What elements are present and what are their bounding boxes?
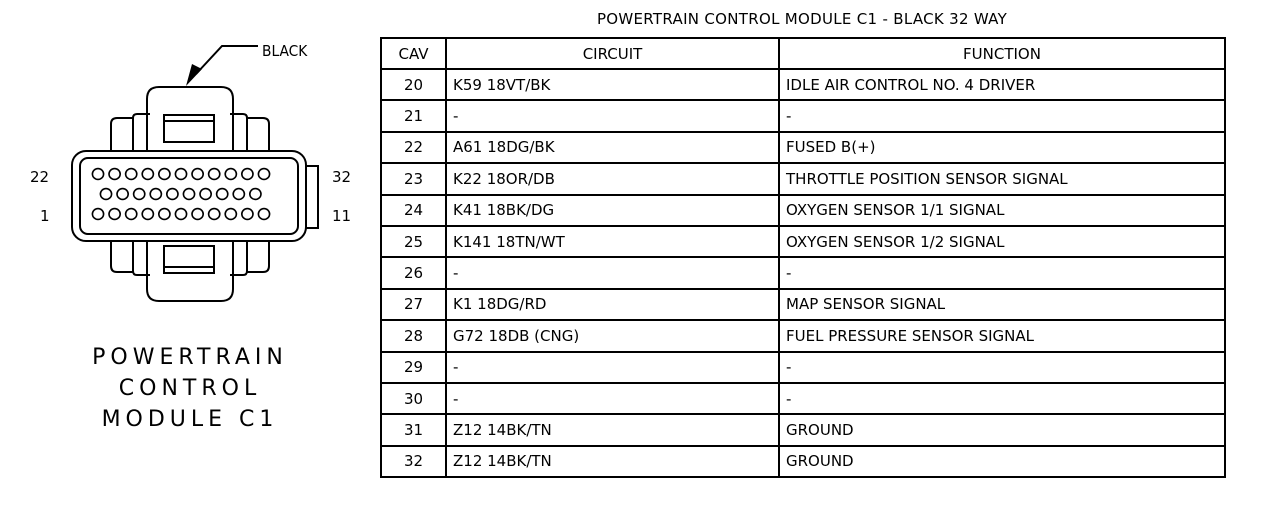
table-row (381, 195, 1225, 226)
circuit-cell: K141 18TN/WT (446, 226, 779, 257)
cavity-pin (150, 189, 161, 200)
cavity-pin (258, 169, 269, 180)
cav-cell: 25 (381, 226, 446, 257)
cavity-pin (200, 189, 211, 200)
cavity-pin (242, 169, 253, 180)
function-cell: GROUND (779, 414, 1225, 445)
module-name-line: POWERTRAIN (92, 345, 288, 370)
circuit-cell: - (446, 352, 779, 383)
connector-color-label: BLACK (262, 42, 308, 60)
cavity-pin (142, 169, 153, 180)
table-row (381, 100, 1225, 131)
table-row (381, 257, 1225, 288)
function-cell: - (779, 383, 1225, 414)
circuit-cell: A61 18DG/BK (446, 132, 779, 163)
table-row (381, 132, 1225, 163)
arrow-head (186, 64, 202, 86)
cavity-pin (126, 169, 137, 180)
circuit-cell: - (446, 383, 779, 414)
cavity-pin (183, 189, 194, 200)
cav-cell: 22 (381, 132, 446, 163)
bottom-latch (111, 240, 269, 301)
table-header-row (381, 38, 1225, 69)
module-name-line: MODULE C1 (101, 407, 279, 432)
cavity-pin (225, 169, 236, 180)
cavity-pin (100, 189, 111, 200)
circuit-cell: K22 18OR/DB (446, 163, 779, 194)
table-title: POWERTRAIN CONTROL MODULE C1 - BLACK 32 WAY (596, 10, 1008, 28)
cav-cell: 28 (381, 320, 446, 351)
cav-cell: 24 (381, 195, 446, 226)
cav-cell: 31 (381, 414, 446, 445)
cavity-pin (142, 209, 153, 220)
cav-cell: 30 (381, 383, 446, 414)
cav-cell: 29 (381, 352, 446, 383)
circuit-cell: Z12 14BK/TN (446, 414, 779, 445)
cavity-pin (209, 209, 220, 220)
function-cell: FUSED B(+) (779, 132, 1225, 163)
table-row (381, 414, 1225, 445)
pin-label-32: 32 (332, 168, 352, 186)
table-row (381, 289, 1225, 320)
cavity-pin (167, 189, 178, 200)
side-tab (306, 166, 318, 228)
cavity-pin (242, 209, 253, 220)
pin-label-22: 22 (30, 168, 50, 186)
cav-cell: 20 (381, 69, 446, 100)
module-name (76, 342, 304, 435)
table-row (381, 383, 1225, 414)
circuit-cell: K1 18DG/RD (446, 289, 779, 320)
column-header-circuit: CIRCUIT (446, 38, 779, 69)
circuit-cell: - (446, 100, 779, 131)
cavity-pin (159, 209, 170, 220)
module-name-line: CONTROL (118, 376, 262, 401)
function-cell: FUEL PRESSURE SENSOR SIGNAL (779, 320, 1225, 351)
cav-cell: 27 (381, 289, 446, 320)
circuit-cell: K41 18BK/DG (446, 195, 779, 226)
function-cell: IDLE AIR CONTROL NO. 4 DRIVER (779, 69, 1225, 100)
cavity-pin (250, 189, 261, 200)
cavity-pin (134, 189, 145, 200)
cav-cell: 23 (381, 163, 446, 194)
table-row (381, 352, 1225, 383)
table-row (381, 226, 1225, 257)
cavity-pin (217, 189, 228, 200)
pin-label-1: 1 (40, 207, 50, 225)
cavity-pin (92, 209, 103, 220)
cavity-pin (92, 169, 103, 180)
cavity-pin (109, 209, 120, 220)
function-cell: - (779, 257, 1225, 288)
cavity-pin (175, 169, 186, 180)
cavity-pin (233, 189, 244, 200)
function-cell: MAP SENSOR SIGNAL (779, 289, 1225, 320)
circuit-cell: - (446, 257, 779, 288)
cav-cell: 32 (381, 446, 446, 477)
cav-cell: 26 (381, 257, 446, 288)
function-cell: OXYGEN SENSOR 1/2 SIGNAL (779, 226, 1225, 257)
table-row (381, 446, 1225, 477)
cavity-pin (225, 209, 236, 220)
function-cell: - (779, 100, 1225, 131)
column-header-function: FUNCTION (779, 38, 1225, 69)
cavity-pin (258, 209, 269, 220)
top-latch (111, 87, 269, 152)
cavity-pin (159, 169, 170, 180)
circuit-cell: Z12 14BK/TN (446, 446, 779, 477)
cav-cell: 21 (381, 100, 446, 131)
circuit-cell: K59 18VT/BK (446, 69, 779, 100)
cavity-pin (192, 169, 203, 180)
pin-label-11: 11 (332, 207, 352, 225)
function-cell: OXYGEN SENSOR 1/1 SIGNAL (779, 195, 1225, 226)
column-header-cav: CAV (381, 38, 446, 69)
cavity-pin (117, 189, 128, 200)
table-row (381, 320, 1225, 351)
cavity-pin (192, 209, 203, 220)
cavity-pin (109, 169, 120, 180)
circuit-cell: G72 18DB (CNG) (446, 320, 779, 351)
function-cell: THROTTLE POSITION SENSOR SIGNAL (779, 163, 1225, 194)
pinout-table (380, 37, 1226, 478)
table-row (381, 69, 1225, 100)
connector-diagram (0, 0, 370, 330)
cavity-pin (126, 209, 137, 220)
table-row (381, 163, 1225, 194)
connector-body (72, 151, 306, 241)
cavity-pin (175, 209, 186, 220)
cavity-pin (209, 169, 220, 180)
function-cell: - (779, 352, 1225, 383)
function-cell: GROUND (779, 446, 1225, 477)
